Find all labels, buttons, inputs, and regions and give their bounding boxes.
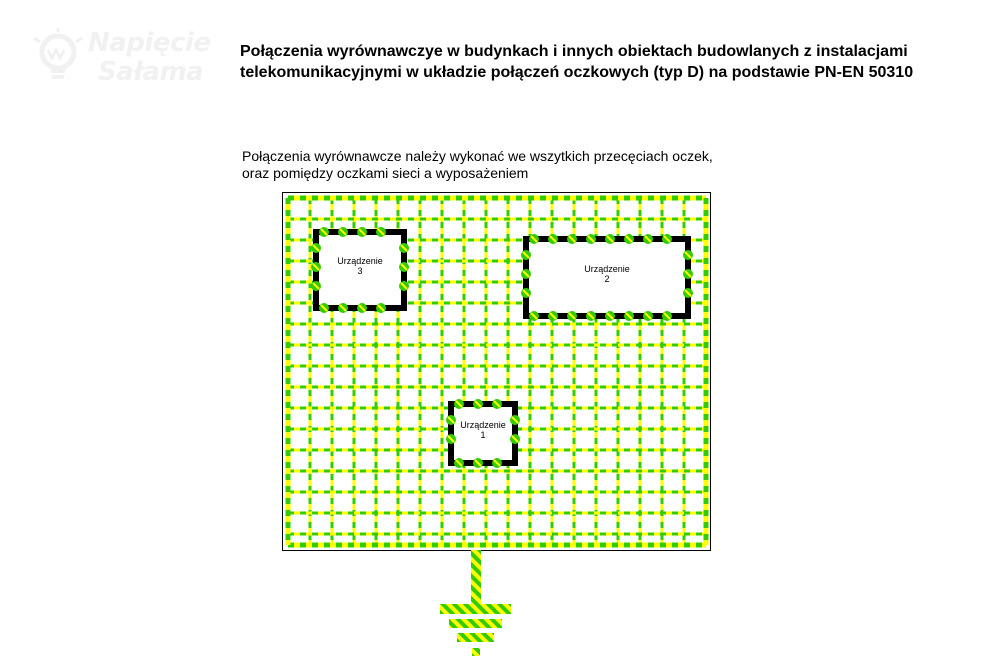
device-2-label	[530, 264, 684, 284]
device-number: 3	[357, 266, 363, 276]
page-title-line2: telekomunikacyjnymi w układzie połączeń oczkowych (typ D) na podstawie PN-EN 50310	[240, 64, 914, 81]
device-number: 1	[480, 429, 486, 440]
device-1-label	[455, 420, 511, 440]
ground-bar-2	[449, 619, 502, 628]
ground-symbol-icon	[440, 550, 511, 656]
earth-conductor	[471, 550, 481, 606]
logo-text-line1: Napięcie	[88, 28, 211, 58]
device-name: Urządzenie	[460, 419, 506, 430]
logo-text-line2: Sałama	[98, 57, 204, 87]
diagram-note-line2: oraz pomiędzy oczkami sieci a wyposażeniem	[242, 165, 529, 181]
device-3-label	[320, 256, 400, 276]
page-title-line1: Połączenia wyrównawczye w budynkach i innych obiektach budowlanych z instalacjami	[240, 43, 908, 60]
device-name: Urządzenie	[337, 256, 383, 266]
ground-bar-3	[457, 633, 494, 642]
device-number: 2	[604, 273, 610, 284]
diagram-note-line1: Połączenia wyrównawcze należy wykonać we wszytkich przecęciach oczek,	[242, 148, 713, 164]
ground-bar-1	[440, 604, 511, 614]
device-name: Urządzenie	[584, 263, 630, 274]
ground-bar-4	[472, 648, 480, 656]
